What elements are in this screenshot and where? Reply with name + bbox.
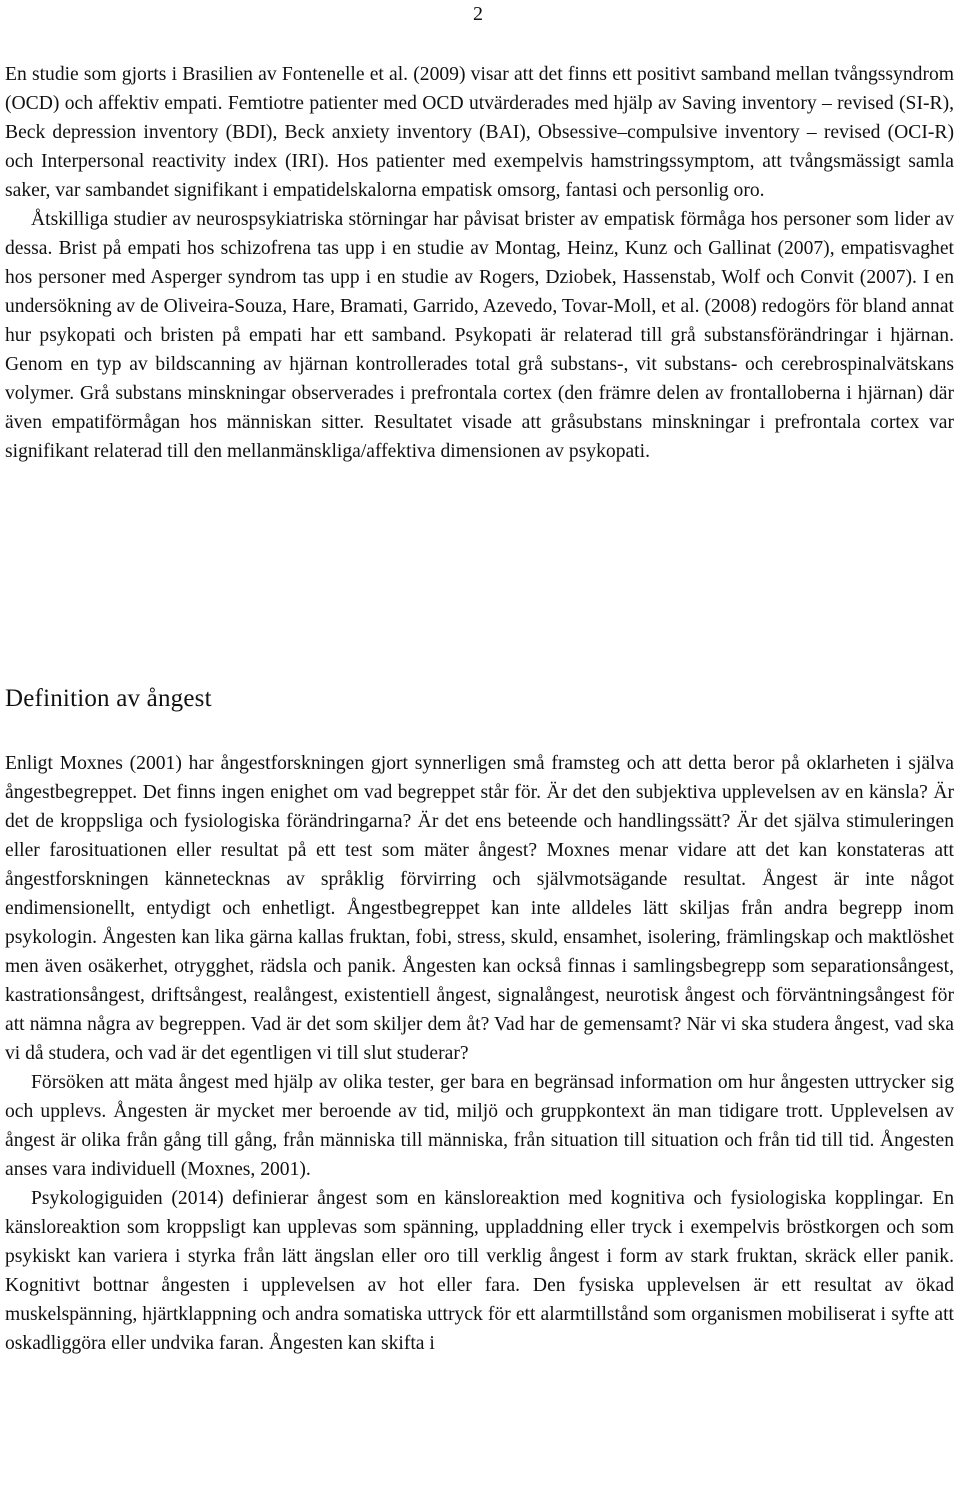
page-number: 2 <box>473 3 483 25</box>
paragraph-measuring-anxiety: Försöken att mäta ångest med hjälp av olika tester, ger bara en begränsad information om hur ångesten uttrycker sig och upplevs. Ångesten är mycket mer beroende av tid, miljö och gruppkontext än man tidigare trott. Upplevelsen av ångest är olika från gång till gång, från människa till människa, från situation till situation och från tid till tid. Ångesten anses vara individuell (Moxnes, 2001). <box>5 1072 954 1180</box>
paragraph-neuropsychiatric-studies: Åtskilliga studier av neurospsykiatriska störningar har påvisat brister av empatisk förmåga hos personer som lider av dessa. Brist på empati hos schizofrena tas upp i en studie av Montag, Heinz, Kunz och Gallinat (2007), empatisvaghet hos personer med Asperger syndrom tas upp i en studie av Rogers, Dziobek, Hassenstab, Wolf och Convit (2007). I en undersökning av de Oliveira-Souza, Hare, Bramati, Garrido, Azevedo, Tovar-Moll, et al. (2008) redogörs för bland annat hur psykopati och bristen på empati har ett samband. Psykopati är relaterad till grå substansförändringar i hjärnan. Genom en typ av bildscanning av hjärnan kontrollerades total grå substans-, vit substans- och cerebrospinalvätskans volymer. Grå substans minskningar observerades i prefrontala cortex (den främre delen av frontalloberna i hjärnan) där även empatiförmågan hos människan sitter. Resultatet visade att gråsubstans minskningar i prefrontala cortex var signifikant relaterad till den mellanmänskliga/affektiva dimensionen av psykopati. <box>5 209 954 462</box>
section-text-block <box>5 749 954 1358</box>
section-heading: Definition av ångest <box>5 685 212 712</box>
intro-text-block <box>5 60 954 466</box>
paragraph-fontenelle-study: En studie som gjorts i Brasilien av Fontenelle et al. (2009) visar att det finns ett positivt samband mellan tvångssyndrom (OCD) och affektiv empati. Femtiotre patienter med OCD utvärderades med hjälp av Saving inventory – revised (SI-R), Beck depression inventory (BDI), Beck anxiety inventory (BAI), Obsessive–compulsive inventory – revised (OCI-R) och Interpersonal reactivity index (IRI). Hos patienter med exempelvis hamstringssymptom, att tvångsmässigt samla saker, var sambandet signifikant i empatidelskalorna empatisk omsorg, fantasi och personlig oro. <box>5 64 954 201</box>
paragraph-psykologiguiden-definition: Psykologiguiden (2014) definierar ångest som en känsloreaktion med kognitiva och fysiologiska kopplingar. En känsloreaktion som kroppsligt kan upplevas som spänning, uppladdning eller tryck i exempelvis bröstkorgen och som psykiskt kan variera i styrka från lätt ängslan eller oro till verklig ångest i form av stark fruktan, skräck eller panik. Kognitivt bottnar ångesten i upplevelsen av hot eller fara. Den fysiska upplevelsen är ett resultat av ökad muskelspänning, hjärtklappning och andra somatiska uttryck för ett alarmtillstånd som organismen mobiliserat i syfte att oskadliggöra eller undvika faran. Ångesten kan skifta i <box>5 1188 954 1354</box>
paragraph-moxnes-definition: Enligt Moxnes (2001) har ångestforskningen gjort synnerligen små framsteg och att detta beror på oklarheten i själva ångestbegreppet. Det finns ingen enighet om vad begreppet står för. Är det den subjektiva upplevelsen av en känsla? Är det de kroppsliga och fysiologiska förändringarna? Är det ens beteende och handlingssätt? Är det själva stimuleringen eller farosituationen eller resultat på ett test som mäter ångest? Moxnes menar vidare att det kan konstateras att ångestforskningen kännetecknas av språklig förvirring och självmotsägande resultat. Ångest är inte något endimensionellt, entydigt och enhetligt. Ångestbegreppet kan inte alldeles lätt skiljas från andra begrepp inom psykologin. Ångesten kan lika gärna kallas fruktan, fobi, stress, skuld, ensamhet, isolering, främlingskap och maktlöshet men även osäkerhet, otrygghet, rädsla och panik. Ångesten kan också finnas i samlingsbegrepp som separationsångest, kastrationsångest, driftsångest, realångest, existentiell ångest, signalångest, neurotisk ångest och förväntningsångest för att nämna några av begreppen. Vad är det som skiljer dem åt? Vad har de gemensamt? När vi ska studera ångest, vad ska vi då studera, och vad är det egentligen vi till slut studerar? <box>5 753 954 1064</box>
